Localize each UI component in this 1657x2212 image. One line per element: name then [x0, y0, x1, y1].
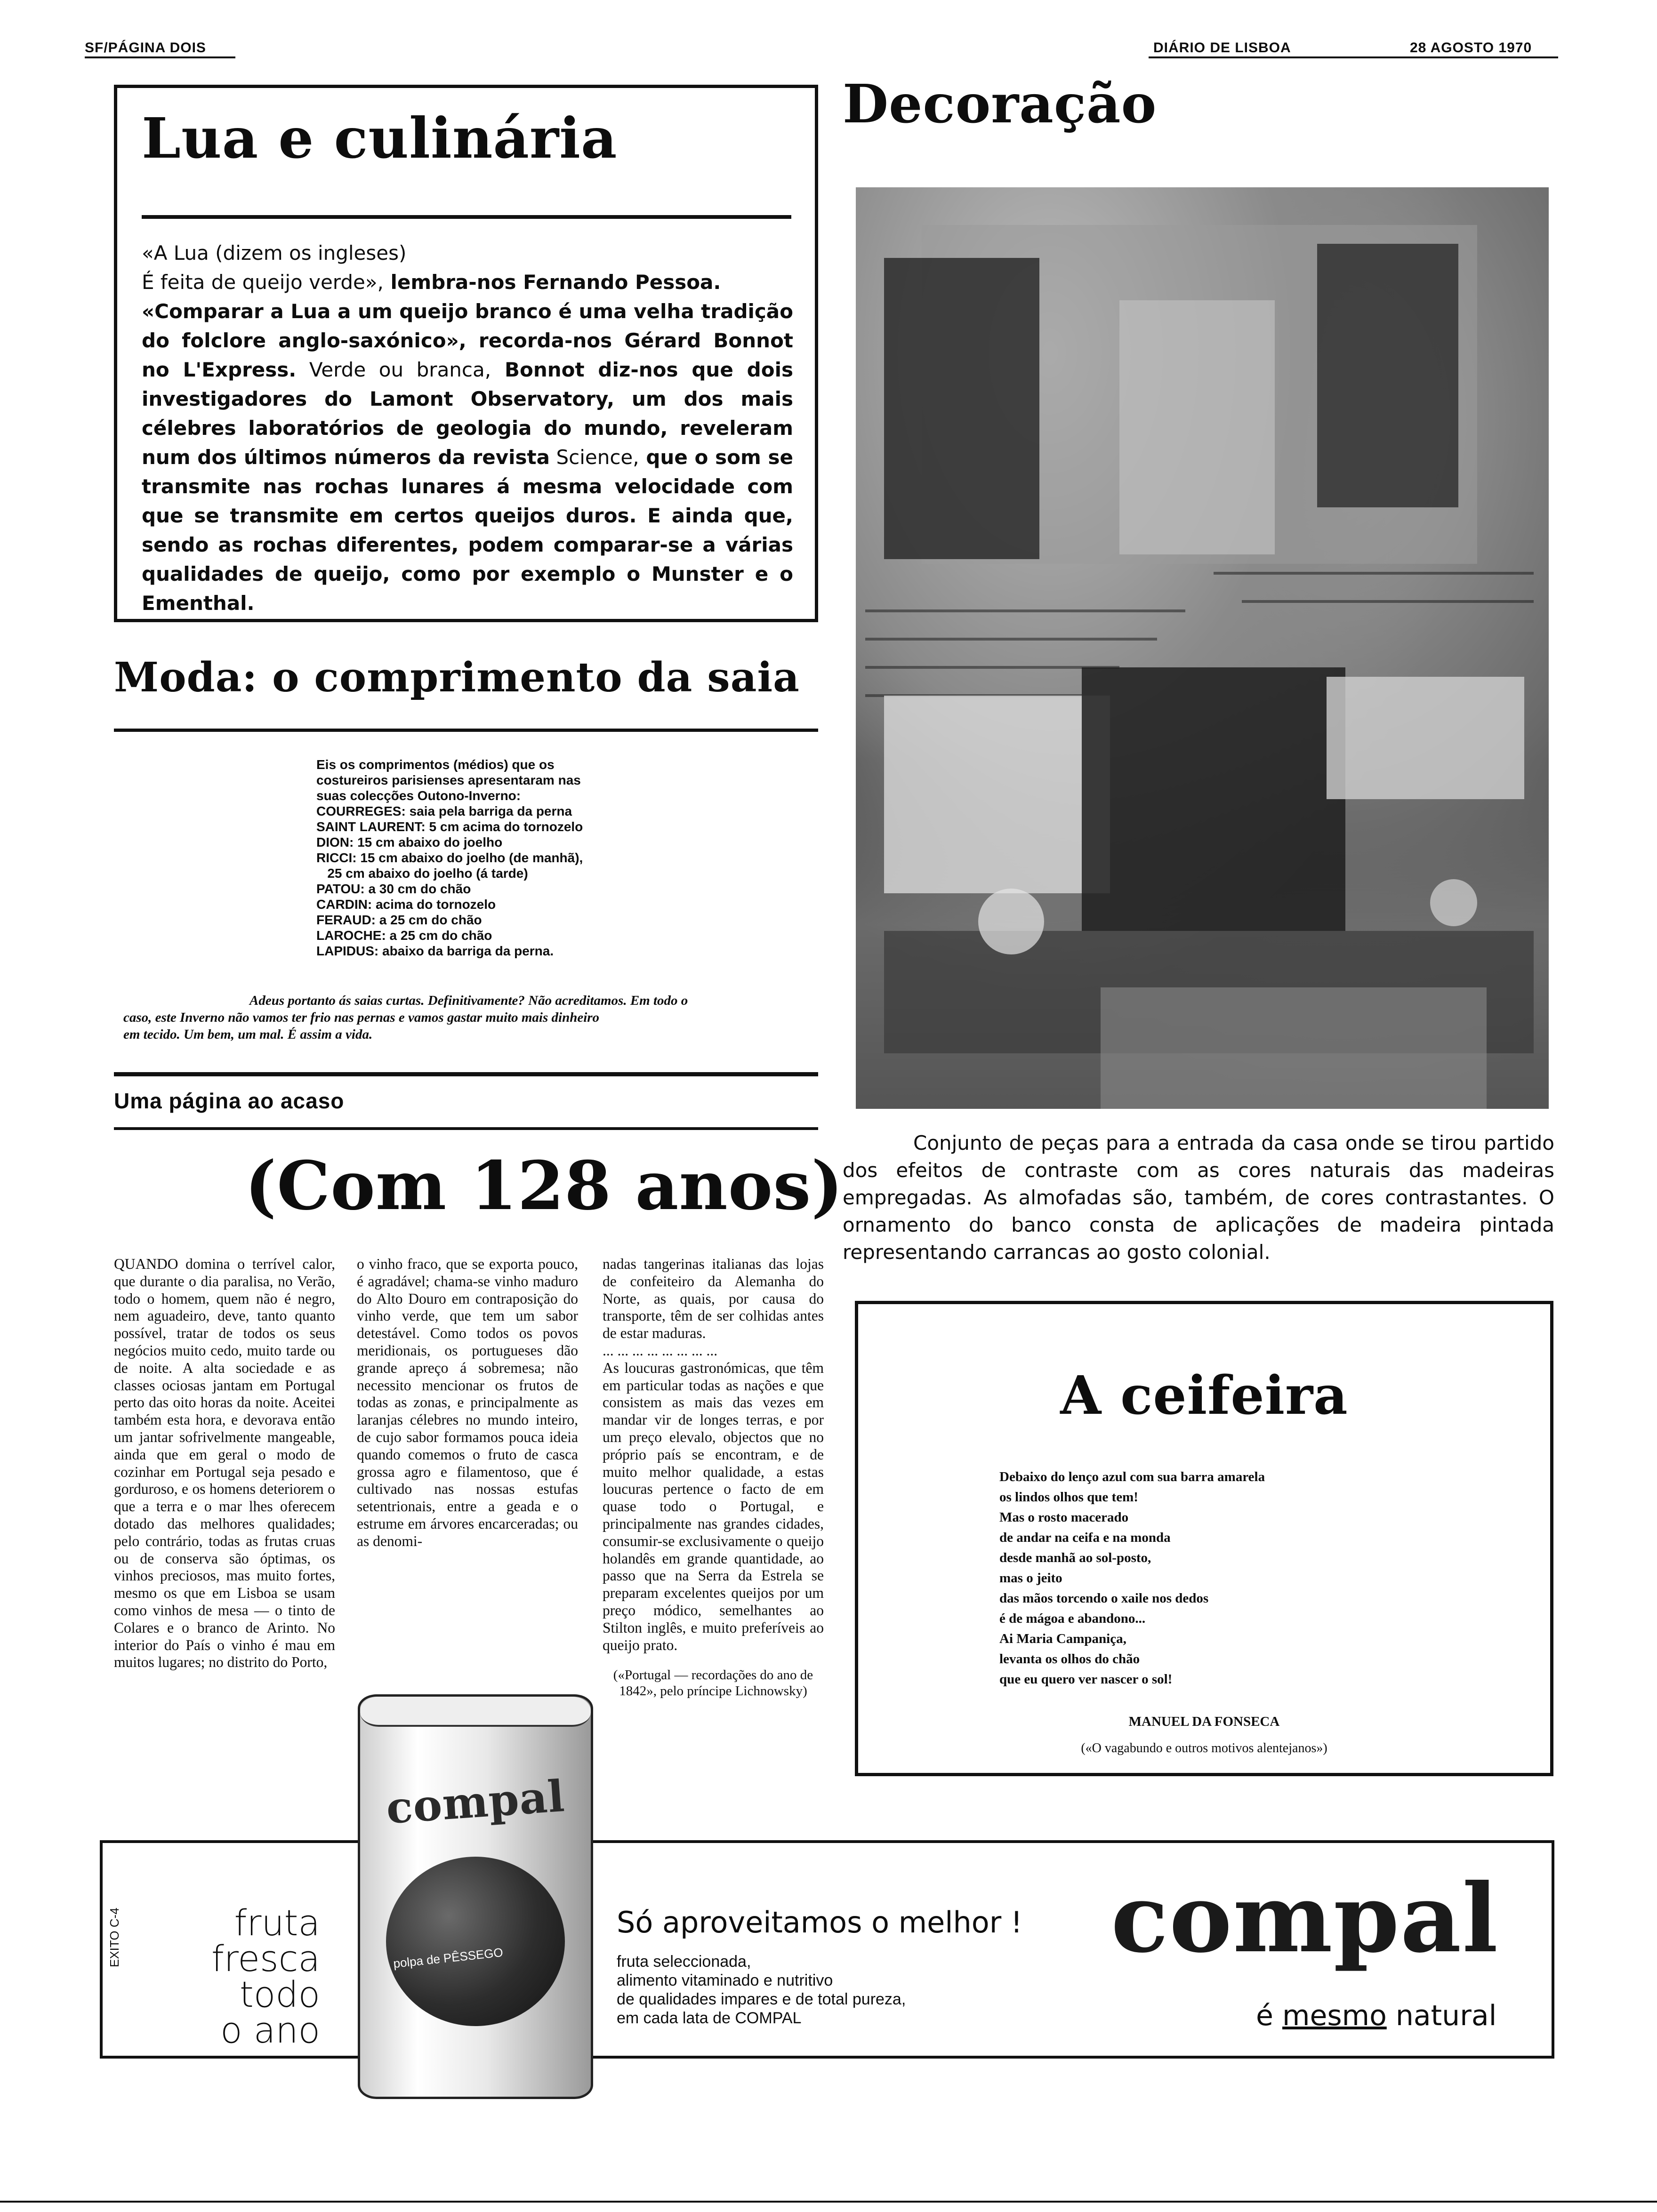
ad-tagline-post: natural: [1386, 1999, 1497, 2032]
ceifeira-poem: [999, 1467, 1470, 1690]
acaso-col-2: o vinho fraco, que se exporta pouco, é agradável; chama-se vinho maduro do Alto Douro em contraposição do vinho verde, que tem um sabor detestável. Como todos os povos meridionais, os portugueses dão grande apreço á sobremesa; não necessito mencionar os frutos de todas as zonas, e principalmente as laranjas célebres no mundo inteiro, de cujo sabor formamos pouca ideia quando comemos o fruto de casca grossa agro e filamentoso, que é cultivado nas nossas estufas setentrionais, entre a geada e o estrume em árvores encarceradas; ou as denomi-: [357, 1256, 578, 1549]
moda-list-item: SAINT LAURENT: 5 cm acima do tornozelo: [316, 819, 583, 834]
moda-bottom-rule: [114, 1072, 818, 1076]
lua-line-2: É feita de queijo verde», lembra-nos Fernando Pessoa.: [142, 271, 721, 294]
ad-body-line: em cada lata de COMPAL: [617, 2009, 802, 2027]
moda-list-item: CARDIN: acima do tornozelo: [316, 897, 496, 912]
ad-slogan-line: fresca: [211, 1938, 320, 1980]
ad-slogan-line: todo: [239, 1973, 320, 2015]
ad-body-line: fruta seleccionada,: [617, 1953, 751, 1971]
ad-tagline-mesmo: mesmo: [1282, 1999, 1387, 2032]
moda-list: [316, 803, 655, 959]
acaso-col-1: QUANDO domina o terrível calor, que durante o dia paralisa, no Verão, todo o homem, quem não é negro, nem aguadeiro, deve, tanto quanto possível, tratar de todos os seus negócios muito cedo, muito tarde ou de noite. A alta sociedade e as classes ociosas jantam em Portugal perto das oito horas da noite. Aceitei também esta hora, e devorava então um jantar sofrivelmente mangeable, ainda que em geral o modo de cozinhar em Portugal seja pesado e gorduroso, e os homens deteriorem o que a terra e o mar lhes oferecem dotado das melhores qualidades; pelo contrário, todas as frutas cruas ou de conserva são óptimas, os vinhos preciosos, mas muito fortes, mesmo os que em Lisboa se usam como vinhos de mesa — o tinto de Colares e o branco de Arinto. No interior do País o vinho é mau em muitos lugares; no distrito do Porto,: [114, 1256, 335, 1671]
poem-line: é de mágoa e abandono...: [999, 1611, 1146, 1626]
lua-title-rule: [142, 215, 791, 219]
moda-closing-line: em tecido. Um bem, um mal. É assim a vida.: [123, 1027, 373, 1042]
ad-slogan-line: fruta: [234, 1902, 320, 1944]
ad-agency-mark: EXITO C-4: [107, 1907, 121, 1967]
poem-line: que eu quero ver nascer o sol!: [999, 1672, 1173, 1687]
acaso-col-3-para: nadas tangerinas italianas das lojas de confeiteiro da Alemanha do Norte, as quais, por causa do transporte, têm de ser colhidas antes de estar maduras.: [603, 1256, 824, 1342]
newspaper-name: DIÁRIO DE LISBOA: [1153, 40, 1291, 56]
moda-list-item: 25 cm abaixo do joelho (á tarde): [316, 866, 528, 881]
poem-line: das mãos torcendo o xaile nos dedos: [999, 1591, 1209, 1606]
ad-body: [617, 1952, 906, 2028]
ad-brand-logo: compal: [1111, 1863, 1499, 1974]
poem-line: de andar na ceifa e na monda: [999, 1530, 1171, 1545]
compal-can: [358, 1694, 593, 2099]
poem-line: Mas o rosto macerado: [999, 1510, 1129, 1525]
lua-line-1: «A Lua (dizem os ingleses): [142, 241, 407, 264]
can-peach-illustration: [386, 1857, 565, 2026]
decoracao-caption: Conjunto de peças para a entrada da casa onde se tirou partido dos efeitos de contraste com as cores naturais das madeiras empregadas. As almofadas são, também, de cores contrastantes. O ornamento do banco consta de aplicações de madeira pintada representando carrancas ao gosto colonial.: [843, 1131, 1554, 1264]
ceifeira-source: («O vagabundo e outros motivos alentejanos»): [1081, 1741, 1327, 1755]
ceifeira-box: [855, 1301, 1553, 1776]
acaso-kicker-rule: [114, 1127, 818, 1130]
poem-line: levanta os olhos do chão: [999, 1651, 1140, 1667]
moda-intro-line: costureiros parisienses apresentaram nas: [316, 773, 581, 787]
ad-slogan-line: o ano: [220, 2009, 320, 2051]
moda-title-rule: [114, 729, 818, 732]
moda-intro: [316, 757, 636, 803]
moda-list-item: RICCI: 15 cm abaixo do joelho (de manhã),: [316, 850, 583, 865]
ad-headline: Só aproveitamos o melhor !: [617, 1905, 1022, 1940]
moda-list-item: COURREGES: saia pela barriga da perna: [316, 804, 572, 818]
page-label: SF/PÁGINA DOIS: [85, 40, 206, 56]
issue-date: 28 AGOSTO 1970: [1410, 40, 1532, 56]
header-rule-right: [1149, 56, 1558, 58]
poem-line: Ai Maria Campaniça,: [999, 1631, 1126, 1646]
moda-intro-line: suas colecções Outono-Inverno:: [316, 788, 521, 803]
decoracao-photo-illustration: [856, 187, 1549, 1109]
moda-list-item: PATOU: a 30 cm do chão: [316, 882, 471, 896]
moda-list-item: LAPIDUS: abaixo da barriga da perna.: [316, 944, 554, 958]
decoracao-photo: [856, 187, 1549, 1109]
acaso-col-3-para: As loucuras gastronómicas, que têm em particular todas as nações e que consistem as mais das vezes em mandar vir de longes terras, e por um preço elevalo, objectos que no próprio país se encontram, e de muito melhor qualidade, a estas loucuras pertence o facto de em quase todo o Portugal, e principalmente nas grandes cidades, consumir-se exclusivamente o queijo holandês em grande quantidade, ao passo que na Serra da Estrela se preparam excelentes queijos por um preço módico, semelhantes ao Stilton inglês, e muito preferíveis ao queijo prato.: [603, 1359, 824, 1653]
moda-closing: [123, 992, 829, 1043]
lua-box: [114, 85, 818, 622]
acaso-kicker: Uma página ao acaso: [114, 1089, 345, 1113]
moda-closing-line: Adeus portanto ás saias curtas. Definitivamente? Não acreditamos. Em todo o: [249, 993, 688, 1008]
page-bottom-rule: [0, 2201, 1657, 2203]
ad-body-line: de qualidades impares e de total pureza,: [617, 1990, 906, 2008]
ad-slogan: [141, 1902, 320, 2051]
moda-list-item: FERAUD: a 25 cm do chão: [316, 913, 482, 927]
lua-quote: «Comparar a Lua a um queijo branco é uma velha tradição do folclore anglo-saxónico», recorda-nos Gérard Bonnot no L'Express.: [142, 300, 793, 381]
acaso-dots: ... ... ... ... ... ... ... ...: [603, 1342, 718, 1359]
ad-tagline-pre: é: [1256, 1999, 1282, 2032]
poem-line: os lindos olhos que tem!: [999, 1490, 1138, 1505]
acaso-source: («Portugal — recordações do ano de 1842», pelo príncipe Lichnowsky): [613, 1667, 813, 1699]
acaso-col-3: [603, 1256, 824, 1699]
ceifeira-title: A ceifeira: [1060, 1365, 1348, 1427]
poem-line: mas o jeito: [999, 1571, 1062, 1586]
can-top-rim: [360, 1697, 591, 1727]
moda-closing-line: caso, este Inverno não vamos ter frio nas pernas e vamos gastar muito mais dinheiro: [123, 1010, 600, 1025]
lua-title: Lua e culinária: [142, 105, 618, 171]
ad-body-line: alimento vitaminado e nutritivo: [617, 1972, 833, 1989]
can-brand: compal: [384, 1770, 567, 1834]
moda-title: Moda: o comprimento da saia: [114, 654, 800, 701]
acaso-title: (Com 128 anos): [245, 1147, 844, 1225]
ad-tagline: [1256, 1999, 1496, 2032]
poem-line: desde manhã ao sol-posto,: [999, 1550, 1151, 1565]
ceifeira-author: MANUEL DA FONSECA: [1128, 1714, 1280, 1729]
moda-intro-line: Eis os comprimentos (médios) que os: [316, 757, 555, 772]
poem-line: Debaixo do lenço azul com sua barra amarela: [999, 1469, 1265, 1484]
lua-article: «A Lua (dizem os ingleses) É feita de queijo verde», lembra-nos Fernando Pessoa. «Comparar a Lua a um queijo branco é uma velha tradição do folclore anglo-saxónico», recorda-nos Gérard Bonnot no L'Express. Verde ou branca, Bonnot diz-nos que dois investigadores do Lamont Observatory, um dos mais célebres laboratórios de geologia do mundo, reveleram num dos últimos números da revista Science, que o som se transmite nas rochas lunares á mesma velocidade com que se transmite em certos queijos duros. E ainda que, sendo as rochas diferentes, podem comparar-se a várias qualidades de queijo, como por exemplo o Munster e o Ementhal.: [142, 239, 793, 618]
decoracao-title: Decoração: [843, 73, 1157, 135]
can-subtitle: polpa de PÊSSEGO: [393, 1945, 504, 1971]
moda-list-item: DION: 15 cm abaixo do joelho: [316, 835, 503, 850]
moda-list-item: LAROCHE: a 25 cm do chão: [316, 928, 492, 943]
header-rule-left: [85, 56, 235, 58]
